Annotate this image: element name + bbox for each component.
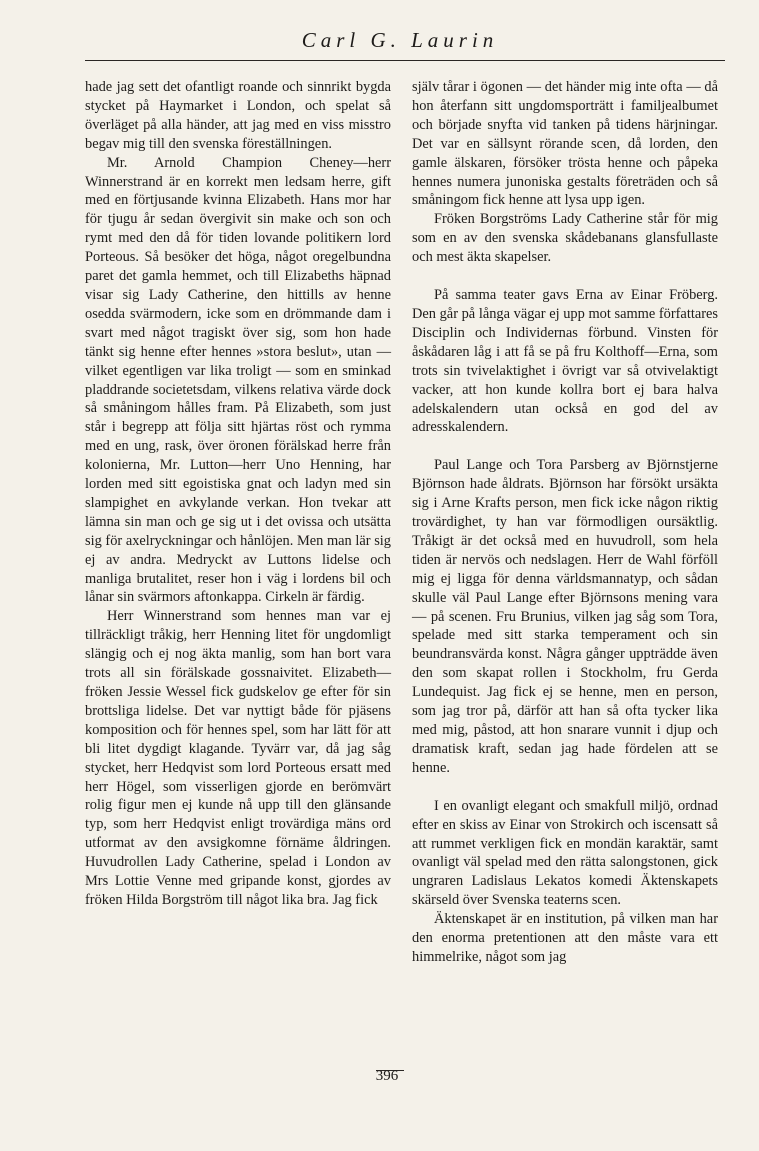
header-rule [85,60,725,61]
paragraph: Fröken Borgströms Lady Catherine står för mig som en av den svenska skådebanans glansfullaste och mest äkta skapelser. [412,211,718,266]
running-header: Carl G. Laurin [301,28,499,52]
paragraph: På samma teater gavs Erna av Einar Fröberg. Den går på långa vägar ej upp mot samme författares Disciplin och Individernas förbund. Vinsten för åskådaren låg i att få se på fru Kolthoff—Erna, som trots sin tvivelaktighet i övrigt var så otvivelaktigt vacker, att hon kunde kollra bort ej bara halva adelskalendern utan också en god del av adresskalendern. [412,287,718,436]
paragraph: Mr. Arnold Champion Cheney—herr Winnerstrand är en korrekt men ledsam herre, gift med en förtjusande kvinna Elizabeth. Hans mor har för tjugu år sedan övergivit sin make och son och rymt med den då för tiden lovande politikern lord Porteous. Så besöker det höga, något oregelbundna paret det gamla hemmet, och till Elizabeths häpnad visar sig Lady Catherine, den hittills av henne osedda svärmodern, icke som en drömmande dam i svart med något tragiskt över sig, som hon hade tänkt sig henne efter hennes »stora beslut», utan — vilket egentligen var lika troligt — som en sminkad pladdrande societetsdam, vilkens relativa värde dock så småningom hålles fram. På Elizabeth, som just står i begrepp att följa sitt hjärtas röst och rymma med en ung, rask, över öronen förälskad herre från kolonierna, Mr. Lutton—herr Uno Henning, har lorden med sitt egoistiska gnat och ladyn med sin slampighet en avkylande verkan. Hon tvekar att lämna sin man och ge sig ut i det ovissa och utsätta sig för axelryckningar och hånlöjen. Men man lär sig ej av andra. Medryckt av Luttons lidelse och manliga brutalitet, reser hon i väg i lordens bil och lånar sin svärmors aftonkappa. Cirkeln är färdig. [85,154,391,606]
right-column [412,78,718,967]
paragraph: hade jag sett det ofantligt roande och sinnrikt bygda stycket på Haymarket i London, och spelat så överläget på alla händer, att jag med en viss misstro begav mig till den svenska föreställningen. [85,79,391,152]
paragraph: Herr Winnerstrand som hennes man var ej tillräckligt tråkig, herr Henning litet för ungdomligt slängig och ej nog äkta manlig, som han bort vara trots all sin förälskade gossnaivitet. Elizabeth—fröken Jessie Wessel fick gudskelov ge efter för sin brottsliga lidelse. Det var nyttigt både för pjäsens komposition och för hennes spel, som har lätt för att bli litet dygdigt klagande. Tyvärr var, då jag såg stycket, herr Hedqvist som lord Porteous ersatt med herr Högel, som visserligen gjorde en berömvärt rolig figur men ej kunde nå upp till den glänsande typ, som herr Hedqvist enligt trovärdiga mäns ord utformat av den avsigkomne förnäme åldringen. Huvudrollen Lady Catherine, spelad i London av Mrs Lottie Venne med gripande konst, gjordes av fröken Hilda Borgström till något lika bra. Jag fick [85,608,391,908]
paragraph: själv tårar i ögonen — det händer mig inte ofta — då hon återfann sitt ungdomsporträtt i familjealbumet och började snyfta vid tanken på tidens härjningar. Det var en sällsynt rörande scen, då lorden, den gamle älskaren, försöker trösta henne och påpeka hennes numera junoniska gestalts företräden och så småningom fick henne att lysa upp igen. [412,79,718,209]
paragraph: Paul Lange och Tora Parsberg av Björnstjerne Björnson hade åldrats. Björnson har försökt ursäkta sig i Arne Krafts person, men fick icke någon riktig trovärdighet, ty han var förmodligen oursäktlig. Tråkigt är det också med en huvudroll, som hela tiden är nervös och nedslagen. Herr de Wahl förföll mig ej ligga för denna världsmannatyp, och sådan skulle väl Paul Lange efter Björnsons mening vara — på scenen. Fru Brunius, vilken jag såg som Tora, spelade med sitt starka temperament och sin beundransvärda konst. Några gånger uppträdde även den som skapat rollen i Stockholm, fru Gerda Lundequist. Jag fick ej se henne, men en person, som jag tror på, därför att han så ofta tycker lika med mig, påstod, att hon snarare vunnit i djup och dramatisk kraft, sedan jag hade fördelen att se henne. [412,457,718,776]
page-number: 396 [375,1068,399,1084]
left-column [85,78,391,910]
paragraph: Äktenskapet är en institution, på vilken man har den enorma pretentionen att den måste vara ett himmelrike, något som jag [412,911,718,965]
paragraph: I en ovanligt elegant och smakfull miljö, ordnad efter en skiss av Einar von Strokirch och iscensatt så att rummet verkligen fick en mondän karaktär, samt ovanligt väl spelad med den rätta salongstonen, gick ungraren Ladislaus Lekatos komedi Äktenskapets skärseld över Svenska teaterns scen. [412,797,718,909]
